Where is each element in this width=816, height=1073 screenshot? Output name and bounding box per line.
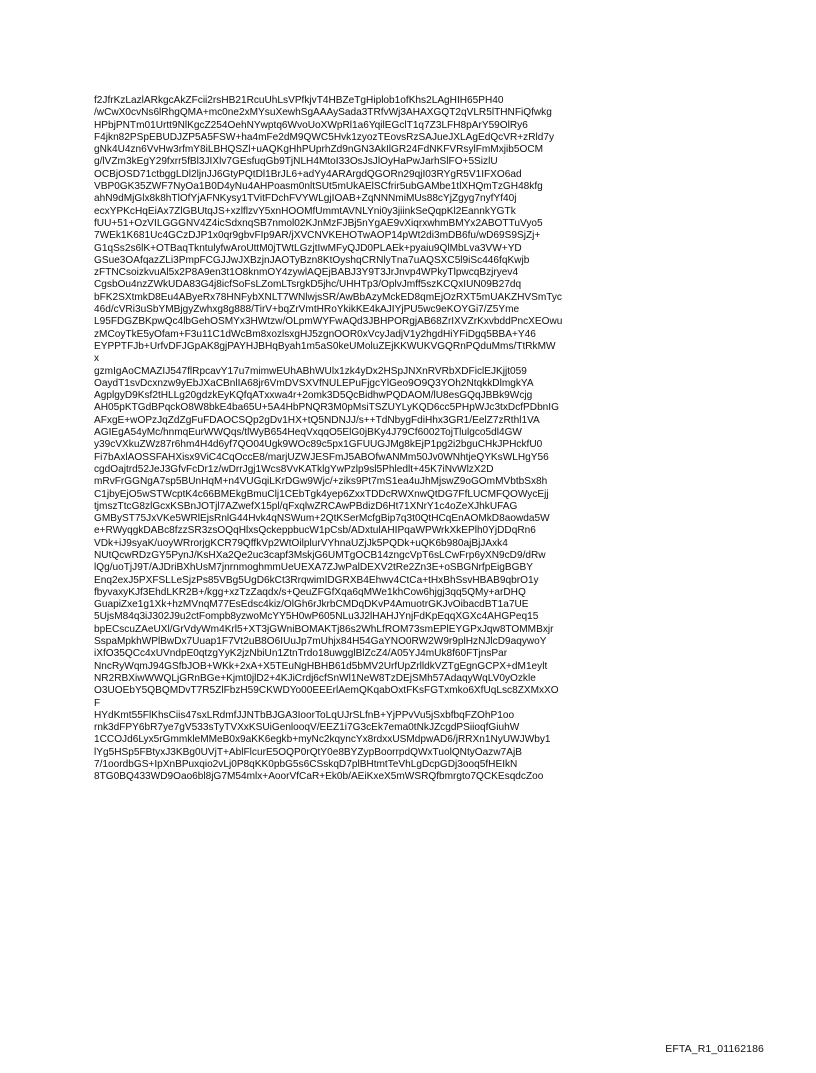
text-line: VBP0GK35ZWF7NyOa1B0D4yNu4AHPoasm0nltSUt5mUkAElSCfrir5ubGAMbe1tlXHQmTzGH48kfg (94, 181, 543, 193)
text-line: ecxYPKcHqEiAx7ZlGBUtqJS+xzlflzvY5xnHOOMfUmmtAVNLYni0y3jiinkSeQqpKl2EannkYGTk (94, 205, 516, 217)
text-line: 1CCOJd6Lyx5rGmmkleMMeB0x9aKK6egkb+myNc2kqyncYx8rdxxUSMdpwAD6/jRRXn1NyUWJWby1 (94, 734, 551, 746)
text-line: bpECscuZAeUXl/GrVdyWm4Krl5+XT3jGWniBOMAKTj86s2WhLfROM73smEPlEYGPxJqw8TOMMBxjr (94, 623, 554, 635)
text-line: x (94, 353, 100, 365)
document-id: EFTA_R1_01162186 (665, 1043, 764, 1055)
text-line: F (94, 697, 101, 709)
text-line: SspaMpkhWPlBwDx7Uuap1F7Vt2uB8O6IUuJp7mUhjx84H54GaYNO0RW2W9r9plHzNJlcD9aqywoY (94, 636, 547, 648)
text-line: iXfO35QCc4xUVndpE0qtzgYyK2jzNbiUn1ZtnTrdo18uwgglBlZcZ4/A05YJ4mUk8f60FTjnsPar (94, 648, 508, 660)
text-line: f2JfrKzLazlARkgcAkZFcii2rsHB21RcuUhLsVPfkjvT4HBZeTgHiplob1ofKhs2LAgHIH65PH40 (94, 95, 504, 106)
text-line: NR2RBXiwWWQLjGRnBGe+Kjmt0jlD2+4KJiCrdj6cfSnWl1NeW8TzDEjSMh57AdaqyWqLV0yOzkle (94, 672, 536, 684)
text-line: OaydT1svDcxnzw9yEbJXaCBnlIA68jr6VmDVSXVfNULEPuFjgcYlGeo9O9Q3YOh2NtqkkDlmgkYA (94, 377, 534, 389)
text-line: y39cVXkuZWz87r6hm4H4d6yf7QO04Ugk9WOc89c5px1GFUUGJMg8kEjP1pg2i2bguCHkJPHckfU0 (94, 439, 543, 451)
text-line: VDk+iJ9syaK/uoyWRrorjgKCR79QffkVp2WtOilplurVYhnaUZjJk5PQDk+uQK6b980ajBjJAxk4 (94, 537, 508, 549)
text-line: lYg5HSp5FBtyxJ3KBg0UVjT+AblFlcurE5OQP0rQtY0e8BYZypBoorrpdQWxTuolQNtyOazw7AjB (94, 746, 522, 758)
text-line: fUU+51+OzVILGGGNV4Z4icSdxnqSB7nmol02KJnMzFJBj5nYgAE9vXiqrxwhmBMYx2ABOTTuVyo5 (94, 217, 543, 229)
text-line: 7WEk1K681Uc4GCzDJP1x0qr9gbvFIp9AR/jXVCNVKEHOTwAOP14pWt2di3mDB6fu/wD69S9SjZj+ (94, 230, 541, 242)
text-line: C1jbyEjO5wSTWcptK4c66BMEkgBmuClj1CEbTgk4yep6ZxxTDDcRWXnwQtDG7FfLUCMFQOWycEjj (94, 488, 549, 500)
text-line: NncRyWqmJ94GSfbJOB+WKk+2xA+X5TEuNgHBHB61d5bMV2UrfUpZrlldkVZTgEgnGCPX+dM1eylt (94, 660, 548, 672)
text-line: Fi7bAxlAOSSFAHXisx9ViC4CqOccE8/marjUZWJESFmJ5ABOfwANMm50Jv0WNhtjeQYKsWLHgY56 (94, 451, 549, 463)
text-line: bFK2SXtmkD8Eu4AByeRx78HNFybXNLT7WNlwjsSR/AwBbAzyMckED8qmEjOzRXT5mUAKZHVSmTyc (94, 291, 562, 303)
text-line: F4jkn82PSpEBUDJZP5A5FSW+ha4mFe2dM9QWC5Hvk1zyozTEovsRzSAJueJXLAgEdQcVR+zRld7y (94, 131, 554, 143)
text-line: GuapiZxe1g1Xk+hzMVnqM77EsEdsc4kiz/OlGh6rJkrbCMDqDKvP4AmuotrGKJvOibacdBT1a7UE (94, 599, 529, 611)
text-line: GMByST75JxVKe5WRlEjsRnlG44Hvk4qNSWum+2QtKSerMcfgBip7q3t0QtHCqEnAOMkD8aowda5W (94, 513, 550, 525)
text-line: 46d/cVRi3uSbYMBjgyZwhxg8g888/TirV+bqZrVmtHRoYkikKE4kAJIYjPU5wc9eKOYGi7/Z5Yme (94, 304, 520, 316)
text-line: OCBjOSD71ctbggLDl2ljnJJ6GtyPQtDl1BrJL6+adYy4ARArgdQGORn29qjI03RYgR5V1IFXO6ad (94, 168, 522, 180)
text-line: rnk3dFPY6bR7ye7gV533sTyTVXxKSUiGenlooqV/EEZ1i7G3cEk7ema0tNkJZcgdPSiioqfGiuhW (94, 722, 520, 734)
text-line: EYPPTFJb+UrfvDFJGpAK8gjPAYHJBHqByah1m5aS0keUMoluZEjKKWUKVGQRnPQduMms/TtRkMW (94, 340, 556, 352)
text-line: L95FDGZBKpwQc4lbGehOSMYx3HWtzw/OLpmWYFwAQd3JBHPORgjAB68ZrIXVZrKxvbddPncXEOwu (94, 316, 563, 328)
text-line: ahN9dMjGlx8k8hTlOfYjAFNKysy1TVitFDchFVYWLgjIOAB+ZqNNNmiMUs88cYjZgyg7nyfYf40j (94, 193, 517, 205)
text-line: NUtQcwRDzGY5PynJ/KsHXa2Qe2uc3capf3MskjG6UMTgOCB14zngcVpT6sLCwFrp6yXN9cD9/dRw (94, 549, 546, 561)
text-line: e+RWyqgkDABc8fzzSR3zsOQqHlxsQckeppbucW1pCsb/ADxtulAHIPqaWPWrkXkEPlh0YjDDqRn6 (94, 525, 536, 537)
text-line: cgdOajtrd52JeJ3GfvFcDr1z/wDrrJgj1Wcs8VvKATklgYwPzlp9sl5Phledlt+45K7iNvWlzX2D (94, 463, 494, 475)
text-line: AFxgE+wOPzJqZdZgFuFDAOCSQp2gDv1HX+tQ5NDNJJ/s++TdNbygFdiHhx3GR1/EelZ7zRthl1VA (94, 414, 540, 426)
text-line: 8TG0BQ433WD9Oao6bl8jG7M54mlx+AoorVfCaR+Ek0b/AEiKxeX5mWSRQfbmrgto7QCKEsqdcZoo (94, 771, 544, 783)
text-line: AGIEgA54yMc/hnmqEurWWQqs/tlWyB654HeqVxqqO5ElG0jBKy4J79Cf6002TojTlulgco5dl4GW (94, 427, 522, 439)
text-line: HYdKmt55FlKhsCiis47sxLRdmfJJNTbBJGA3IoorToLqUJrSLfnB+YjPPvVu5jSxbfbqFZOhP1oo (94, 709, 515, 721)
text-line: CgsbOu4nzZWkUDA83G4j8icfSoFsLZomLTsrgkD5jhc/UHHTp3/OplvJmff5szKCQxIUN09B27dq (94, 279, 522, 291)
text-line: 5UjsM84q3iJ302J9u2ctFompb8yzwoMcYY5H0wP605NLu3J2lHAHJYnjFdKpEqqXGXc4AHGPeq15 (94, 611, 539, 623)
text-line: g/lVZm3kEgY29fxrr5fBl3JIXlv7GEsfuqGb9TjNLH4MtoI33OsJsJlOyHaPwJarhSlFO+5SizlU (94, 156, 498, 168)
text-line: zMCoyTkE5yOfam+F3u11C1dWcBm8xozlsxgHJ5zgnOOR0xVcyJadjV1y2hgdHiYFiDgq5BBA+Y46 (94, 328, 536, 340)
text-line: gzmIgAoCMAZIJ547flRpcavY17u7mimwEUhABhWUlx1zk4yDx2HSpJNXnRVRbXDFiclEJKjjt059 (94, 365, 527, 377)
text-line: GSue3OAfqazZLi3PmpFCGJJwJXBzjnJAOTyBzn8KtOyshqCRNlyTna7uAQSXC5l9iSc446fqKwjb (94, 254, 530, 266)
text-line: AH05pKTGdBPqckO8W8bkE4ba65U+5A4HbPNQR3M0pMsiTSZUYLyKQD6cc5PHpWJc3txDcfPDbnIG (94, 402, 559, 414)
text-line: mRvFrGGNgA7sp5BUnHqM+n4VUGqiLKrDGw9Wjc/+ziks9Pt7mS1ea4uJhMjswZ9oGOmMVbtbSx8h (94, 476, 548, 488)
text-line: tjmszTtcG8zlGcxKSBnJOTjl7AZwefX15pl/qFxqlwZRCAwPBdizD6Ht71XNrY1c4oZeXJhkUFAG (94, 500, 518, 512)
text-line: HPbjPNTm01Urtt9NlKgcZ254OehNYwptq6WvoUoXWpRl1a6YqilEGclT1q7Z3LFH8pArY59OlRy6 (94, 119, 528, 131)
text-line: AgplgyD9Ksf2tHLLg20gdzkEyKQfqATxxwa4r+2omk3D5QcBidhwPQDAOM/lU8esGQqJBBk9Wcjg (94, 390, 533, 402)
text-line: O3UOEbY5QBQMDvT7R5ZlFbzH59CKWDYo00EEErlAemQKqabOxtFKsFGTxmko6XfUqLsc8ZXMxXO (94, 685, 559, 697)
text-line: fbyvaxyKJf3EhdLKR2B+/kgg+xzTzZaqdx/s+QeuZFGfXqa6qMWe1khCow6hjgj3qq5QMy+arDHQ (94, 586, 526, 598)
text-line: gNk4U4zn6VvHw3rfmY8iLBHQSZl+uAQKgHhPUprhZd9nGN3AkIlGR24FdNKFVRsylFmMxjib5OCM (94, 144, 544, 156)
text-line: /wCwX0cvNs6lRhgQMA+mc0ne2xMYsuXewhSgAAAySada3TRfvWj3AHAXGQT2qVLR5lTHNFiQfwkg (94, 107, 552, 119)
text-line: lQg/uoTjJ9T/AJDriBXhUsM7jnrnmoghmmUeUEXA7ZJwPalDEXV2tRe2Zn3E+oSBGNrfpEigBGBY (94, 562, 533, 574)
text-line: 7/1oordbGS+IpXnBPuxqio2vLj0P8qKK0pbG5s6CSskqD7plBHtmtTeVhLgDcpGDj3ooq5fHEIkN (94, 759, 518, 771)
text-line: Enq2exJ5PXFSLLeSjzPs85VBg5UgD6kCt3RrqwimIDGRXB4Ehwv4CtCa+tHxBhSsvHBAB9qbrO1y (94, 574, 539, 586)
text-line: zFTNCsoizkvuAl5x2P8A9en3t1O8knmOY4zywlAQEjBABJ3Y9T3JrJnvp4WPkyTlpwcqBzjryev4 (94, 267, 519, 279)
text-line: G1qSs2s6lK+OTBaqTkntulyfwAroUttM0jTWtLGzjtIwMFyQJD0PLAEk+pyaiu9QlMbLva3VW+YD (94, 242, 522, 254)
encoded-text-block (94, 95, 774, 784)
